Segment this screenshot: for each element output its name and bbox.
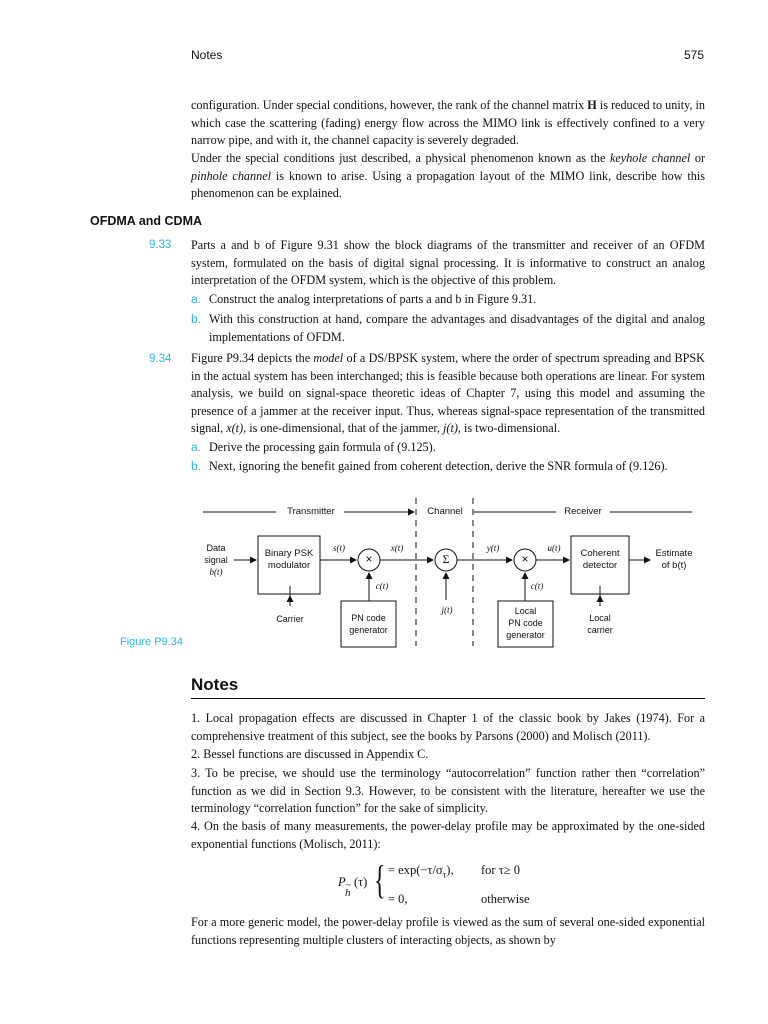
item-marker: a.	[191, 440, 202, 454]
note-4: 4. On the basis of many measurements, the power-delay profile may be approximated by the one-sided exponential functions (Molisch, 2011):	[191, 819, 705, 851]
notes-rule	[191, 698, 705, 699]
eq-condition-2: otherwise	[481, 892, 530, 906]
label-ct-rx: c(t)	[530, 581, 544, 591]
item-text: With this construction at hand, compare the advantages and disadvantages of the digital and analog implementations of OFDM.	[209, 312, 705, 344]
item-marker: b.	[191, 312, 202, 326]
label-data-signal: Data signal b(t)	[204, 543, 228, 577]
label-xt: x(t)	[390, 543, 404, 553]
label-receiver: Receiver	[564, 506, 602, 517]
label-estimate: Estimate of b(t)	[655, 548, 693, 571]
page-number: 575	[683, 48, 704, 62]
eq-sub: h	[345, 887, 351, 899]
label-transmitter: Transmitter	[287, 506, 335, 517]
section-heading-ofdma: OFDMA and CDMA	[90, 214, 203, 228]
eq-case-1: = $\exp(-\tau/\sigma_\tau)$,	[388, 863, 454, 880]
label-jt: j(t)	[441, 605, 453, 615]
label-ut: u(t)	[547, 543, 561, 553]
intro-paragraph-2: Under the special conditions just described, a physical phenomenon known as the keyhole channel or pinhole channel is known to arise. Using a propagation layout of the MIMO link, describe how this phenomenon can be explained.	[191, 151, 706, 201]
label-coherent-detector: Coherent detector	[580, 548, 620, 571]
item-marker: a.	[191, 292, 202, 306]
label-ct: c(t)	[375, 581, 389, 591]
note-3: 3. To be precise, we should use the terminology “autocorrelation” function rather then “correlation” function as we did in Section 9.3. However, to be consistent with the literature, hereafter we use the terminology “correlation function” for the sake of simplicity.	[191, 766, 705, 816]
item-text: Derive the processing gain formula of (9.125).	[209, 440, 436, 454]
final-paragraph: For a more generic model, the power-delay profile is viewed as the sum of several one-sided exponential functions representing multiple clusters of interacting objects, as shown by	[191, 915, 705, 947]
eq-arg: (τ)	[354, 875, 368, 889]
sigma-icon: Σ	[442, 552, 450, 566]
figure-caption: Figure P9.34	[120, 636, 183, 648]
label-pn-generator: PN code generator	[349, 613, 388, 635]
times-icon: ×	[521, 552, 529, 566]
running-header: Notes	[191, 48, 223, 62]
times-icon: ×	[365, 552, 373, 566]
label-bpsk-modulator: Binary PSK modulator	[264, 548, 314, 571]
label-carrier: Carrier	[276, 614, 304, 624]
label-local-carrier: Local carrier	[587, 613, 613, 635]
item-text: Next, ignoring the benefit gained from coherent detection, derive the SNR formula of (9.126).	[209, 459, 668, 473]
problem-9-33-text: Parts a and b of Figure 9.31 show the block diagrams of the transmitter and receiver of an OFDM system, formulated on the basis of digital signal processing. It is informative to construct an analog interpretation of the OFDM system, which is the objective of this problem.	[191, 238, 705, 288]
label-yt: y(t)	[486, 543, 500, 553]
eq-sub-tilde: ~	[346, 880, 351, 890]
problem-9-34-text: Figure P9.34 depicts the model of a DS/BPSK system, where the order of spectrum spreading and BPSK in the actual system has been interchanged; this is feasible because both operations are linear. For system analysis, we build on signal-space theoretic ideas of Chapter 7, using this model and assuming the presence of a jammer at the receiver input. Thus, whereas signal-space representation of the transmitted signal, x(t), is one-dimensional, that of the jammer, j(t), is two-dimensional.	[191, 351, 705, 436]
note-2: 2. Bessel functions are discussed in Appendix C.	[191, 747, 429, 761]
equation-power-delay	[330, 858, 560, 910]
item-text: Construct the analog interpretations of parts a and b in Figure 9.31.	[209, 292, 537, 306]
item-marker: b.	[191, 459, 202, 473]
eq-lhs: P	[338, 875, 346, 889]
eq-case-2: = 0,	[388, 892, 408, 906]
notes-heading: Notes	[191, 675, 239, 694]
eq-condition-1: for τ≥ 0	[481, 863, 520, 877]
brace-icon: {	[374, 857, 386, 902]
intro-paragraph-1: configuration. Under special conditions, however, the rank of the channel matrix H is reduced to unity, in which case the scattering (fading) energy flow across the MIMO link is effectively confined to a very narrow pipe, and with it, the channel capacity is severely degraded.	[191, 98, 705, 148]
label-st: s(t)	[333, 543, 345, 553]
problem-number-9-34: 9.34	[149, 353, 172, 365]
note-1: 1. Local propagation effects are discussed in Chapter 1 of the classic book by Jakes (1974). For a comprehensive treatment of this subject, see the books by Parsons (2000) and Molisch (2011).	[191, 711, 705, 743]
label-channel: Channel	[427, 506, 463, 517]
problem-number-9-33: 9.33	[149, 239, 172, 251]
label-local-pn-generator: Local PN code generator	[506, 606, 545, 640]
